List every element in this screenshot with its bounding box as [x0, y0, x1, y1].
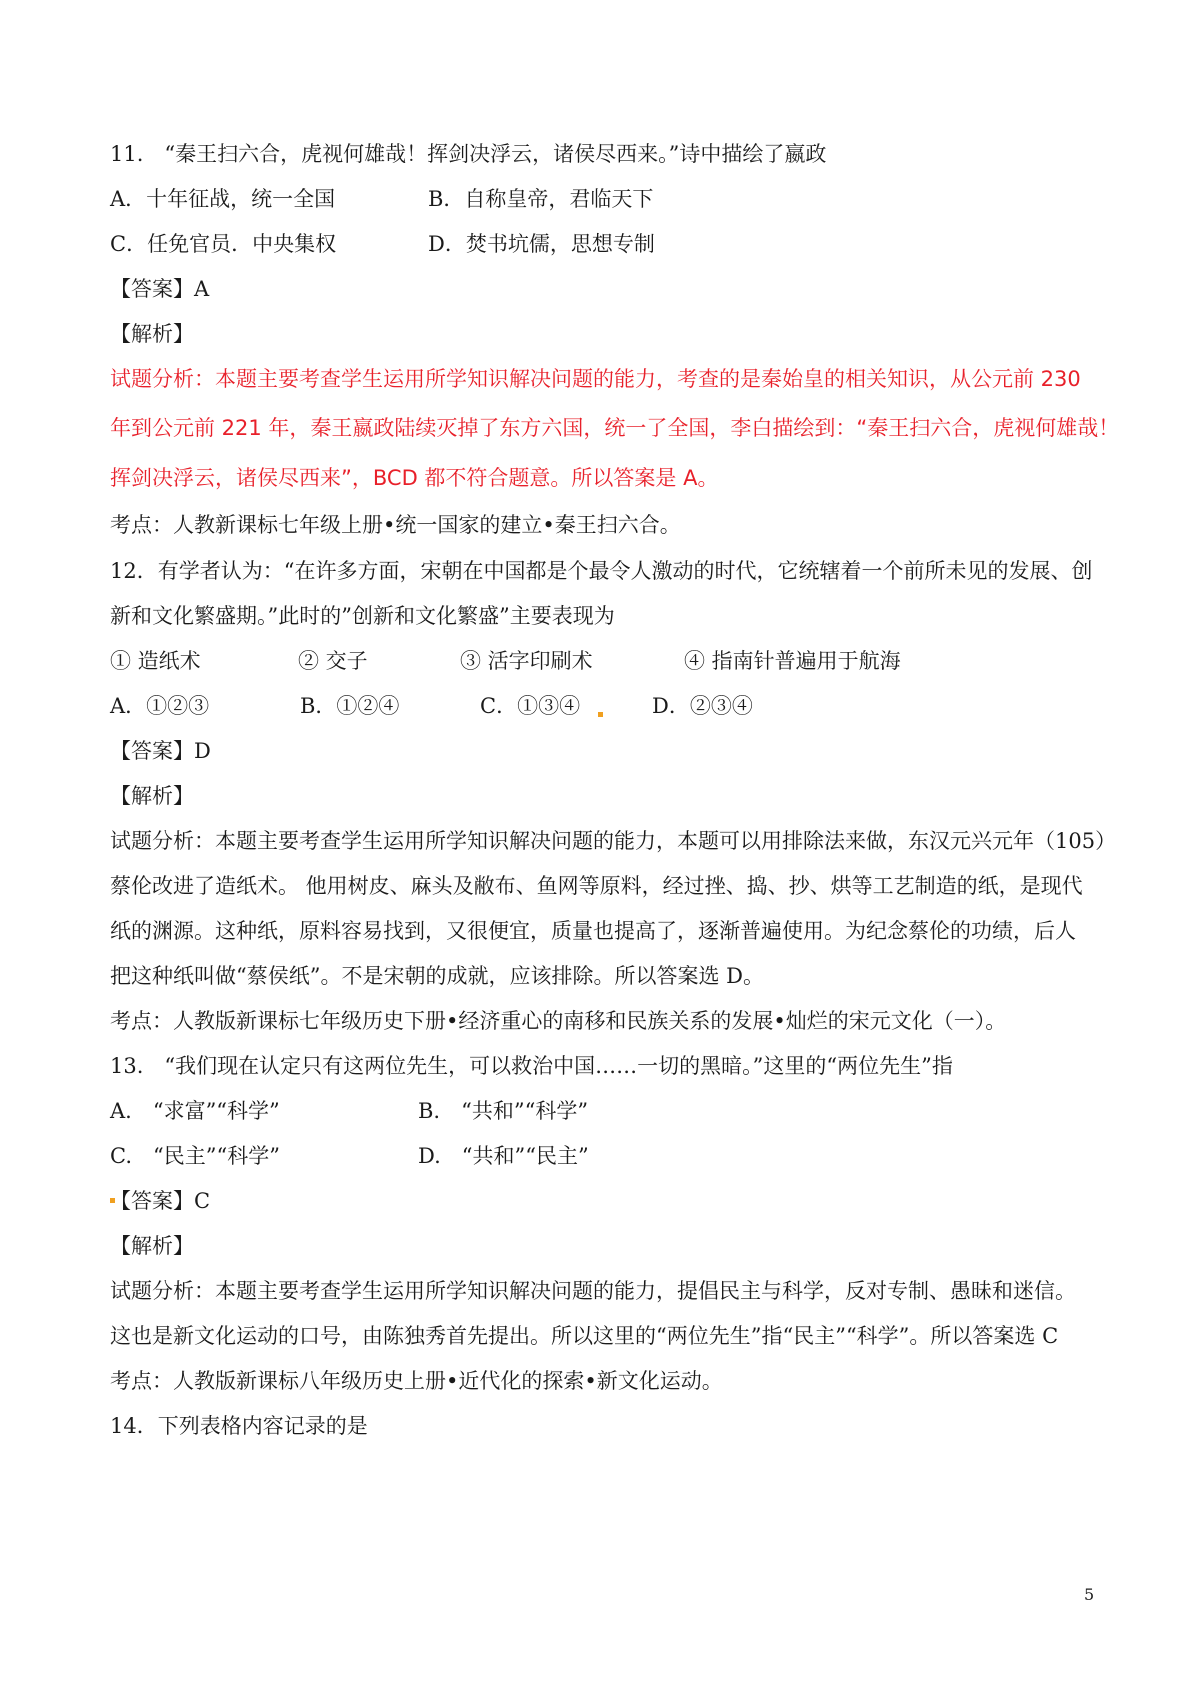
q13-option-b: B. “共和”“科学”: [418, 1099, 589, 1123]
q11-point: 考点：人教新课标七年级上册•统一国家的建立•秦王扫六合。: [110, 513, 681, 537]
q12-option-b: B．①②④: [300, 694, 400, 718]
q11-stem: 11. “秦王扫六合，虎视何雄哉！挥剑决浮云，诸侯尽西来。”诗中描绘了嬴政: [110, 142, 827, 166]
q12-option-c: C．①③④: [480, 694, 581, 718]
q13-analysis-line-1: 试题分析：本题主要考查学生运用所学知识解决问题的能力，提倡民主与科学，反对专制、愚昧和迷信。: [110, 1279, 1076, 1303]
q11-analysis-line-2: 年到公元前 221 年，秦王嬴政陆续灭掉了东方六国，统一了全国，李白描绘到：“秦王扫六合，虎视何雄哉！: [110, 416, 1120, 440]
q13-analysis-line-2: 这也是新文化运动的口号，由陈独秀首先提出。所以这里的“两位先生”指“民主”“科学”。所以答案选 C: [110, 1324, 1059, 1348]
q13-point: 考点：人教版新课标八年级历史上册•近代化的探索•新文化运动。: [110, 1369, 723, 1393]
q12-option-a: A．①②③: [110, 694, 210, 718]
orange-mark: [598, 712, 603, 717]
q11-option-b: B．自称皇帝，君临天下: [428, 187, 654, 211]
q11-option-d: D．焚书坑儒，思想专制: [428, 232, 655, 256]
q13-option-c: C. “民主”“科学”: [110, 1144, 280, 1168]
q13-answer: 【答案】C: [110, 1189, 211, 1213]
q12-stem-line-2: 新和文化繁盛期。”此时的”创新和文化繁盛”主要表现为: [110, 604, 615, 628]
q11-option-c: C．任免官员．中央集权: [110, 232, 337, 256]
q13-option-d: D. “共和”“民主”: [418, 1144, 589, 1168]
q13-option-a: A. “求富”“科学”: [110, 1099, 280, 1123]
q12-analysis-line-3: 纸的渊源。这种纸，原料容易找到，又很便宜，质量也提高了，逐渐普遍使用。为纪念蔡伦的功绩，后人: [110, 919, 1076, 943]
q11-option-a: A．十年征战，统一全国: [110, 187, 336, 211]
q12-analysis-label: 【解析】: [110, 784, 194, 808]
q12-item-1: ① 造纸术: [110, 649, 201, 673]
q11-analysis-label: 【解析】: [110, 322, 194, 346]
q12-answer: 【答案】D: [110, 739, 211, 763]
q11-analysis-line-1: 试题分析：本题主要考查学生运用所学知识解决问题的能力，考查的是秦始皇的相关知识，从公元前 230: [110, 367, 1081, 391]
q12-point: 考点：人教版新课标七年级历史下册•经济重心的南移和民族关系的发展•灿烂的宋元文化（一）。: [110, 1009, 1007, 1033]
q12-analysis-line-1: 试题分析：本题主要考查学生运用所学知识解决问题的能力，本题可以用排除法来做，东汉元兴元年（105）: [110, 829, 1117, 853]
q12-analysis-line-2: 蔡伦改进了造纸术。 他用树皮、麻头及敝布、鱼网等原料，经过挫、捣、抄、烘等工艺制造的纸，是现代: [110, 874, 1083, 898]
q11-analysis-line-3: 挥剑决浮云，诸侯尽西来”，BCD 都不符合题意。所以答案是 A。: [110, 466, 719, 490]
q11-answer: 【答案】A: [110, 277, 210, 301]
q12-item-3: ③ 活字印刷术: [460, 649, 593, 673]
q12-stem-line-1: 12．有学者认为：“在许多方面，宋朝在中国都是个最令人激动的时代，它统辖着一个前所未见的发展、创: [110, 559, 1093, 583]
q13-stem: 13. “我们现在认定只有这两位先生，可以救治中国……一切的黑暗。”这里的“两位先生”指: [110, 1054, 953, 1078]
q13-analysis-label: 【解析】: [110, 1234, 194, 1258]
q14-stem: 14．下列表格内容记录的是: [110, 1414, 368, 1438]
q12-item-2: ② 交子: [298, 649, 368, 673]
page-number: 5: [1084, 1585, 1095, 1604]
q12-item-4: ④ 指南针普遍用于航海: [684, 649, 901, 673]
q12-option-d: D．②③④: [652, 694, 753, 718]
q12-analysis-line-4: 把这种纸叫做“蔡侯纸”。不是宋朝的成就，应该排除。所以答案选 D。: [110, 964, 764, 988]
